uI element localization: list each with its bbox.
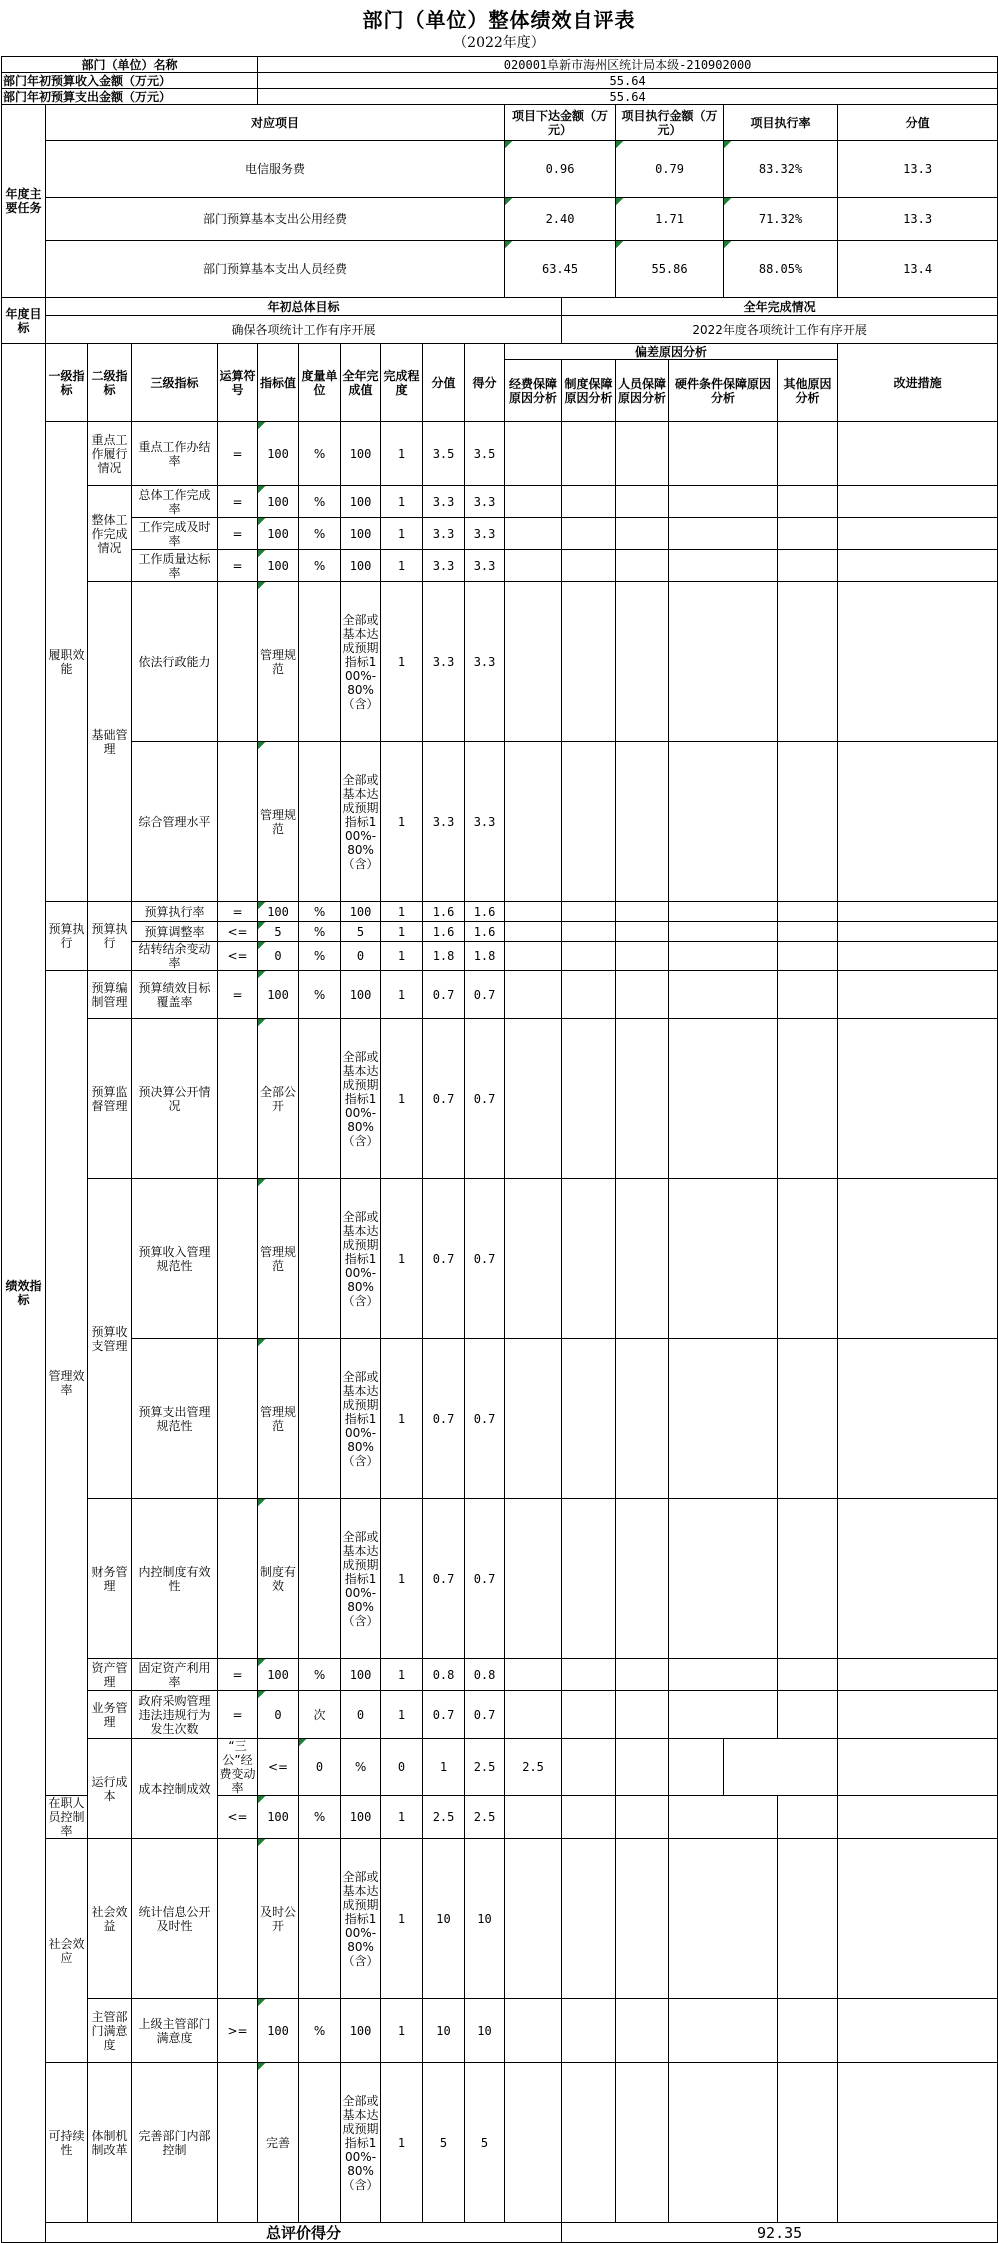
op-cell: = xyxy=(218,422,258,486)
unit-cell: % xyxy=(299,486,341,518)
score-cell: 3.3 xyxy=(423,518,465,550)
got-cell: 5 xyxy=(465,2063,505,2223)
target-cell: 100 xyxy=(258,486,299,518)
got-cell: 0.7 xyxy=(465,1179,505,1339)
header-system: 制度保障原因分析 xyxy=(562,360,616,422)
indicators-side-label: 绩效指标 xyxy=(2,344,46,2243)
task-rate: 83.32% xyxy=(724,141,838,198)
actual-cell: 全部或基本达成预期指标100%-80%（含） xyxy=(341,1339,381,1499)
target-cell: 100 xyxy=(258,971,299,1019)
degree-cell: 1 xyxy=(381,742,423,902)
l2-shehui-xy: 社会效益 xyxy=(88,1839,132,1999)
target-cell: 0 xyxy=(258,1691,299,1739)
got-cell: 0.7 xyxy=(465,1339,505,1499)
actual-cell: 全部或基本达成预期指标100%-80%（含） xyxy=(341,1019,381,1179)
l1-kechixu: 可持续性 xyxy=(46,2063,88,2223)
target-cell: 全部公开 xyxy=(258,1019,299,1179)
l2-yusuan-jd: 预算监督管理 xyxy=(88,1019,132,1179)
task-executed: 55.86 xyxy=(616,241,724,298)
header-target: 指标值 xyxy=(258,344,299,422)
actual-cell: 全部或基本达成预期指标100%-80%（含） xyxy=(341,742,381,902)
task-executed: 1.71 xyxy=(616,198,724,241)
target-cell: 100 xyxy=(258,518,299,550)
l3-cell: 综合管理水平 xyxy=(132,742,218,902)
l2-chengben: 成本控制成效 xyxy=(132,1739,218,1839)
unit-cell xyxy=(299,1839,341,1999)
l3-cell: 结转结余变动率 xyxy=(132,942,218,971)
op-cell: = xyxy=(218,971,258,1019)
degree-cell: 1 xyxy=(381,582,423,742)
degree-cell: 1 xyxy=(381,1179,423,1339)
unit-cell xyxy=(299,1019,341,1179)
got-cell: 3.3 xyxy=(465,742,505,902)
header-improve: 改进措施 xyxy=(838,344,998,422)
income-value: 55.64 xyxy=(258,73,998,89)
l3-cell: 完善部门内部控制 xyxy=(132,2063,218,2223)
got-cell: 3.3 xyxy=(465,518,505,550)
l2-caiwu: 财务管理 xyxy=(88,1499,132,1659)
l3-cell: 依法行政能力 xyxy=(132,582,218,742)
header-op: 运算符号 xyxy=(218,344,258,422)
actual-cell: 全部或基本达成预期指标100%-80%（含） xyxy=(341,1499,381,1659)
unit-cell: % xyxy=(299,1659,341,1691)
l2-zhengti: 整体工作完成情况 xyxy=(88,486,132,582)
goal-completion-header: 全年完成情况 xyxy=(562,298,998,316)
indicator-row xyxy=(2,582,998,742)
degree-cell: 1 xyxy=(381,1339,423,1499)
score-cell: 0.7 xyxy=(423,1179,465,1339)
l3-cell: 预算调整率 xyxy=(132,922,218,942)
tasks-header-issued: 项目下达金额（万元） xyxy=(505,105,616,141)
l3-cell: 统计信息公开及时性 xyxy=(132,1839,218,1999)
target-cell: 100 xyxy=(258,1659,299,1691)
dept-name-value: 020001阜新市海州区统计局本级-210902000 xyxy=(258,57,998,73)
got-cell: 2.5 xyxy=(505,1739,562,1796)
l3-cell: 工作质量达标率 xyxy=(132,550,218,582)
page-title: 部门（单位）整体绩效自评表 xyxy=(362,8,636,32)
indicator-row xyxy=(2,1691,998,1739)
degree-cell: 1 xyxy=(381,518,423,550)
score-cell: 0.7 xyxy=(423,1499,465,1659)
degree-cell: 1 xyxy=(381,942,423,971)
unit-cell: % xyxy=(299,942,341,971)
op-cell xyxy=(218,1019,258,1179)
unit-cell xyxy=(299,1179,341,1339)
dept-name-label: 部门（单位）名称 xyxy=(2,57,258,73)
l2-zichan: 资产管理 xyxy=(88,1659,132,1691)
l3-cell: 预算执行率 xyxy=(132,902,218,922)
header-score: 分值 xyxy=(423,344,465,422)
score-cell: 3.3 xyxy=(423,550,465,582)
expense-label: 部门年初预算支出金额（万元） xyxy=(2,89,258,105)
score-cell: 10 xyxy=(423,1999,465,2063)
degree-cell: 1 xyxy=(381,1839,423,1999)
header-l3: 三级指标 xyxy=(132,344,218,422)
total-score: 92.35 xyxy=(562,2223,998,2243)
header-l1: 一级指标 xyxy=(46,344,88,422)
unit-cell xyxy=(299,742,341,902)
unit-cell: % xyxy=(299,902,341,922)
op-cell: = xyxy=(218,1659,258,1691)
unit-cell: % xyxy=(299,518,341,550)
task-issued: 2.40 xyxy=(505,198,616,241)
indicator-row xyxy=(2,1659,998,1691)
header-staff: 人员保障原因分析 xyxy=(616,360,669,422)
unit-cell: % xyxy=(299,550,341,582)
unit-cell xyxy=(299,1499,341,1659)
tasks-header-score: 分值 xyxy=(838,105,998,141)
l3-cell: 固定资产利用率 xyxy=(132,1659,218,1691)
op-cell xyxy=(218,1339,258,1499)
op-cell: = xyxy=(218,1691,258,1739)
score-cell: 2.5 xyxy=(423,1796,465,1839)
task-rate: 88.05% xyxy=(724,241,838,298)
score-cell: 3.3 xyxy=(423,742,465,902)
got-cell: 1.8 xyxy=(465,942,505,971)
op-cell: <= xyxy=(218,1796,258,1839)
l3-cell: 预算收入管理规范性 xyxy=(132,1179,218,1339)
actual-cell: 全部或基本达成预期指标100%-80%（含） xyxy=(341,2063,381,2223)
op-cell: <= xyxy=(218,922,258,942)
task-row xyxy=(2,241,998,298)
got-cell: 3.5 xyxy=(465,422,505,486)
target-cell: 完善 xyxy=(258,2063,299,2223)
target-cell: 100 xyxy=(258,1999,299,2063)
header-degree: 完成程度 xyxy=(381,344,423,422)
score-cell: 1.6 xyxy=(423,922,465,942)
target-cell: 0 xyxy=(299,1739,341,1796)
l3-cell: 内控制度有效性 xyxy=(132,1499,218,1659)
actual-cell: 100 xyxy=(341,1659,381,1691)
task-score: 13.3 xyxy=(838,198,998,241)
got-cell: 3.3 xyxy=(465,550,505,582)
op-cell xyxy=(218,582,258,742)
got-cell: 1.6 xyxy=(465,902,505,922)
degree-cell: 1 xyxy=(381,2063,423,2223)
score-cell: 0.7 xyxy=(423,1691,465,1739)
total-label: 总评价得分 xyxy=(46,2223,562,2243)
income-label: 部门年初预算收入金额（万元） xyxy=(2,73,258,89)
degree-cell: 1 xyxy=(381,1999,423,2063)
actual-cell: 100 xyxy=(341,971,381,1019)
op-cell xyxy=(218,742,258,902)
degree-cell: 1 xyxy=(381,550,423,582)
task-name: 电信服务费 xyxy=(46,141,505,198)
unit-cell: % xyxy=(341,1739,381,1796)
indicator-row xyxy=(2,1739,998,1796)
l1-shehui: 社会效应 xyxy=(46,1839,88,2063)
l3-cell: 预算支出管理规范性 xyxy=(132,1339,218,1499)
actual-cell: 100 xyxy=(341,550,381,582)
indicator-row xyxy=(2,518,998,550)
l3-cell: 重点工作办结率 xyxy=(132,422,218,486)
score-cell: 0.8 xyxy=(423,1659,465,1691)
l3-cell: 在职人员控制率 xyxy=(46,1796,88,1839)
op-cell: = xyxy=(218,902,258,922)
target-cell: 管理规范 xyxy=(258,582,299,742)
tasks-side-label: 年度主要任务 xyxy=(2,105,46,298)
target-cell: 管理规范 xyxy=(258,1339,299,1499)
score-cell: 0.7 xyxy=(423,971,465,1019)
degree-cell: 1 xyxy=(381,1019,423,1179)
goal-side-label: 年度目标 xyxy=(2,298,46,344)
op-cell xyxy=(218,1499,258,1659)
score-cell: 1.6 xyxy=(423,902,465,922)
expense-value: 55.64 xyxy=(258,89,998,105)
got-cell: 0.8 xyxy=(465,1659,505,1691)
task-row xyxy=(2,198,998,241)
op-cell: <= xyxy=(258,1739,299,1796)
l2-yusuan-bz: 预算编制管理 xyxy=(88,971,132,1019)
actual-cell: 100 xyxy=(341,1796,381,1839)
op-cell xyxy=(218,2063,258,2223)
op-cell: = xyxy=(218,486,258,518)
actual-cell: 0 xyxy=(341,942,381,971)
unit-cell xyxy=(299,1339,341,1499)
l3-cell: 政府采购管理违法违规行为发生次数 xyxy=(132,1691,218,1739)
got-cell: 2.5 xyxy=(465,1796,505,1839)
l2-yusuan-sz: 预算收支管理 xyxy=(88,1179,132,1499)
degree-cell: 1 xyxy=(381,1691,423,1739)
task-executed: 0.79 xyxy=(616,141,724,198)
unit-cell xyxy=(299,582,341,742)
task-score: 13.4 xyxy=(838,241,998,298)
task-name: 部门预算基本支出公用经费 xyxy=(46,198,505,241)
score-cell: 10 xyxy=(423,1839,465,1999)
indicator-row xyxy=(2,922,998,942)
score-cell: 3.5 xyxy=(423,422,465,486)
actual-cell: 全部或基本达成预期指标100%-80%（含） xyxy=(341,1839,381,1999)
op-cell: <= xyxy=(218,942,258,971)
degree-cell: 1 xyxy=(381,422,423,486)
header-deviation: 偏差原因分析 xyxy=(505,344,838,360)
header-actual: 全年完成值 xyxy=(341,344,381,422)
actual-cell: 100 xyxy=(341,422,381,486)
score-cell: 5 xyxy=(423,2063,465,2223)
l3-cell: 总体工作完成率 xyxy=(132,486,218,518)
unit-cell: 次 xyxy=(299,1691,341,1739)
header-other: 其他原因分析 xyxy=(778,360,838,422)
degree-cell: 1 xyxy=(381,902,423,922)
header-hardware: 硬件条件保障原因分析 xyxy=(669,360,778,422)
l2-tizhi: 体制机制改革 xyxy=(88,2063,132,2223)
target-cell: 管理规范 xyxy=(258,1179,299,1339)
tasks-header-executed: 项目执行金额（万元） xyxy=(616,105,724,141)
l1-guanli: 管理效率 xyxy=(46,971,88,1796)
degree-cell: 1 xyxy=(423,1739,465,1796)
score-cell: 0.7 xyxy=(423,1339,465,1499)
l2-zhuguan: 主管部门满意度 xyxy=(88,1999,132,2063)
target-cell: 100 xyxy=(258,902,299,922)
indicator-row xyxy=(2,486,998,518)
degree-cell: 1 xyxy=(381,922,423,942)
target-cell: 0 xyxy=(258,942,299,971)
op-cell: = xyxy=(218,550,258,582)
indicator-row xyxy=(2,1019,998,1179)
l3-cell: “三公”经费变动率 xyxy=(218,1739,258,1796)
actual-cell: 5 xyxy=(341,922,381,942)
target-cell: 100 xyxy=(258,422,299,486)
indicator-row xyxy=(2,1839,998,1999)
unit-cell: % xyxy=(299,422,341,486)
score-cell: 3.3 xyxy=(423,486,465,518)
task-name: 部门预算基本支出人员经费 xyxy=(46,241,505,298)
l3-cell: 上级主管部门满意度 xyxy=(132,1999,218,2063)
actual-cell: 100 xyxy=(341,518,381,550)
indicator-row xyxy=(2,1339,998,1499)
l2-yewu: 业务管理 xyxy=(88,1691,132,1739)
actual-cell: 100 xyxy=(341,486,381,518)
l1-yunxing: 运行成本 xyxy=(88,1739,132,1839)
got-cell: 0.7 xyxy=(465,1499,505,1659)
unit-cell: % xyxy=(299,1796,341,1839)
tasks-header-rate: 项目执行率 xyxy=(724,105,838,141)
actual-cell: 0 xyxy=(381,1739,423,1796)
actual-cell: 全部或基本达成预期指标100%-80%（含） xyxy=(341,582,381,742)
score-cell: 1.8 xyxy=(423,942,465,971)
l3-cell: 工作完成及时率 xyxy=(132,518,218,550)
got-cell: 10 xyxy=(465,1839,505,1999)
header-fund: 经费保障原因分析 xyxy=(505,360,562,422)
target-cell: 及时公开 xyxy=(258,1839,299,1999)
degree-cell: 1 xyxy=(381,1659,423,1691)
actual-cell: 全部或基本达成预期指标100%-80%（含） xyxy=(341,1179,381,1339)
l3-cell: 预决算公开情况 xyxy=(132,1019,218,1179)
degree-cell: 1 xyxy=(381,1796,423,1839)
indicator-row xyxy=(2,550,998,582)
degree-cell: 1 xyxy=(381,1499,423,1659)
indicator-row xyxy=(2,1179,998,1339)
score-cell: 2.5 xyxy=(465,1739,505,1796)
task-issued: 63.45 xyxy=(505,241,616,298)
degree-cell: 1 xyxy=(381,486,423,518)
goal-initial-header: 年初总体目标 xyxy=(46,298,562,316)
actual-cell: 0 xyxy=(341,1691,381,1739)
header-unit: 度量单位 xyxy=(299,344,341,422)
l2-yusuan-zx: 预算执行 xyxy=(88,902,132,971)
header-got: 得分 xyxy=(465,344,505,422)
target-cell: 制度有效 xyxy=(258,1499,299,1659)
score-cell: 3.3 xyxy=(423,582,465,742)
l1-yusuan: 预算执行 xyxy=(46,902,88,971)
indicator-row xyxy=(2,1499,998,1659)
indicator-row xyxy=(2,942,998,971)
got-cell: 3.3 xyxy=(465,582,505,742)
indicator-row xyxy=(2,1999,998,2063)
op-cell xyxy=(218,1839,258,1999)
unit-cell xyxy=(299,2063,341,2223)
page-subtitle: （2022年度） xyxy=(453,35,545,51)
actual-cell: 100 xyxy=(341,1999,381,2063)
l2-zhongdian: 重点工作履行情况 xyxy=(88,422,132,486)
task-rate: 71.32% xyxy=(724,198,838,241)
actual-cell: 100 xyxy=(341,902,381,922)
got-cell: 0.7 xyxy=(465,971,505,1019)
task-issued: 0.96 xyxy=(505,141,616,198)
task-score: 13.3 xyxy=(838,141,998,198)
score-cell: 0.7 xyxy=(423,1019,465,1179)
unit-cell: % xyxy=(299,1999,341,2063)
target-cell: 100 xyxy=(258,550,299,582)
got-cell: 1.6 xyxy=(465,922,505,942)
goal-initial-text: 确保各项统计工作有序开展 xyxy=(46,316,562,344)
indicator-row xyxy=(2,422,998,486)
evaluation-table xyxy=(1,56,998,2243)
got-cell: 10 xyxy=(465,1999,505,2063)
unit-cell: % xyxy=(299,922,341,942)
indicator-row xyxy=(2,971,998,1019)
goal-completion-text: 2022年度各项统计工作有序开展 xyxy=(562,316,998,344)
indicator-row xyxy=(2,2063,998,2223)
l3-cell: 预算绩效目标覆盖率 xyxy=(132,971,218,1019)
indicator-row xyxy=(2,742,998,902)
header-l2: 二级指标 xyxy=(88,344,132,422)
got-cell: 0.7 xyxy=(465,1691,505,1739)
op-cell: >= xyxy=(218,1999,258,2063)
task-row xyxy=(2,141,998,198)
op-cell: = xyxy=(218,518,258,550)
got-cell: 3.3 xyxy=(465,486,505,518)
unit-cell: % xyxy=(299,971,341,1019)
indicator-row xyxy=(2,902,998,922)
l2-jichu: 基础管理 xyxy=(88,582,132,902)
target-cell: 100 xyxy=(258,1796,299,1839)
l1-lvzhi: 履职效能 xyxy=(46,422,88,902)
target-cell: 5 xyxy=(258,922,299,942)
op-cell xyxy=(218,1179,258,1339)
degree-cell: 1 xyxy=(381,971,423,1019)
tasks-header-item: 对应项目 xyxy=(46,105,505,141)
got-cell: 0.7 xyxy=(465,1019,505,1179)
target-cell: 管理规范 xyxy=(258,742,299,902)
